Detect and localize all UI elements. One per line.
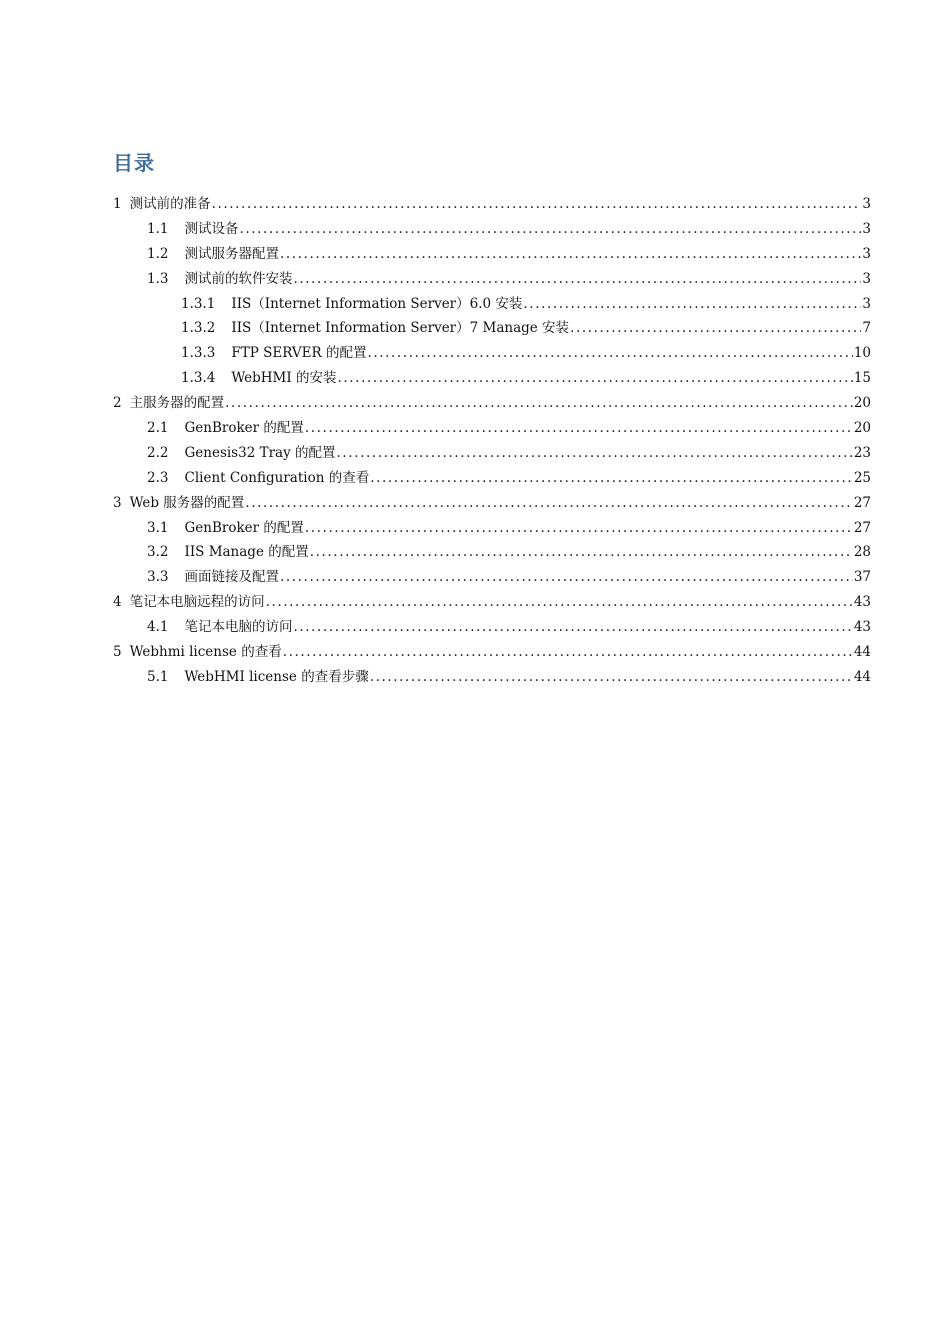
- toc-leader-dots: [280, 246, 861, 262]
- toc-entry[interactable]: [113, 366, 871, 391]
- toc-entry-number: 4.1: [147, 619, 169, 636]
- toc-entry-number: 1.3.4: [181, 370, 216, 387]
- toc-leader-dots: [305, 420, 853, 436]
- toc-entry[interactable]: [113, 516, 871, 541]
- toc-entry-number: 3: [113, 494, 122, 511]
- toc-entry[interactable]: [113, 416, 871, 441]
- toc-entry-title: 笔记本电脑的访问: [184, 619, 293, 636]
- toc-entry-number: 1.3.1: [181, 295, 216, 312]
- toc-entry-page: 3: [862, 220, 871, 237]
- toc-entry[interactable]: [113, 491, 871, 516]
- toc-leader-dots: [305, 520, 853, 536]
- toc-entry-title: 测试前的准备: [129, 196, 211, 212]
- toc-entry-page: 15: [853, 370, 871, 387]
- toc-entry-page: 23: [853, 444, 871, 461]
- toc-entry-page: 20: [853, 420, 871, 437]
- toc-leader-dots: [245, 495, 853, 511]
- toc-entry-page: 27: [853, 494, 871, 511]
- toc-entry-title: Webhmi license 的查看: [129, 644, 282, 661]
- toc-leader-dots: [283, 644, 853, 660]
- toc-entry-page: 20: [853, 395, 871, 412]
- toc-leader-dots: [266, 594, 853, 610]
- toc-entry-page: 37: [853, 569, 871, 586]
- toc-entry-title: GenBroker 的配置: [184, 519, 304, 536]
- toc-entry-number: 2.2: [147, 444, 169, 461]
- toc-entry-number: 2: [113, 395, 122, 412]
- toc-entry-title: 测试前的软件安装: [184, 270, 293, 287]
- toc-entry-number: 1.1: [147, 220, 169, 237]
- toc-entry-number: 1.3: [147, 270, 169, 287]
- toc-entry-title: WebHMI license 的查看步骤: [184, 668, 369, 685]
- toc-entry[interactable]: [113, 192, 871, 217]
- toc-entry[interactable]: [113, 665, 871, 690]
- toc-leader-dots: [293, 619, 852, 635]
- toc-entry-page: 25: [853, 469, 871, 486]
- toc-entry-title: 主服务器的配置: [129, 395, 225, 412]
- toc-entry-number: 5.1: [147, 668, 169, 685]
- toc-entry[interactable]: [113, 292, 871, 317]
- toc-entry-title: WebHMI 的安装: [231, 370, 337, 387]
- toc-entry-title: 测试设备: [184, 220, 239, 237]
- toc-leader-dots: [367, 345, 852, 361]
- toc-entry-title: 笔记本电脑远程的访问: [129, 594, 265, 611]
- toc-entry[interactable]: [113, 316, 871, 341]
- toc-entry-page: 43: [853, 594, 871, 611]
- toc-entry-title: Client Configuration 的查看: [184, 469, 370, 486]
- toc-leader-dots: [280, 569, 853, 585]
- toc-entry-number: 1: [113, 196, 122, 212]
- toc-entry-title: FTP SERVER 的配置: [231, 345, 367, 362]
- toc-entry-page: 28: [853, 544, 871, 561]
- toc-entry-number: 4: [113, 594, 122, 611]
- toc-entry-number: 1.2: [147, 245, 169, 262]
- toc-leader-dots: [370, 669, 853, 685]
- toc-entry[interactable]: [113, 540, 871, 565]
- toc-entry[interactable]: [113, 640, 871, 665]
- toc-entry-number: 2.1: [147, 420, 169, 437]
- toc-leader-dots: [212, 196, 862, 212]
- toc-title: 目录: [113, 151, 155, 175]
- toc-leader-dots: [338, 370, 853, 386]
- toc-leader-dots: [293, 271, 861, 287]
- toc-entry[interactable]: [113, 391, 871, 416]
- toc-entry[interactable]: [113, 441, 871, 466]
- toc-entry-number: 2.3: [147, 469, 169, 486]
- toc-entry-page: 44: [853, 668, 871, 685]
- toc-entry[interactable]: [113, 615, 871, 640]
- toc-leader-dots: [239, 221, 861, 237]
- toc-entry-title: 画面链接及配置: [184, 569, 279, 586]
- toc-entry-page: 3: [862, 270, 871, 287]
- toc-entry-number: 1.3.2: [181, 320, 216, 337]
- toc-entry[interactable]: [113, 590, 871, 615]
- toc-entry[interactable]: [113, 466, 871, 491]
- toc-leader-dots: [370, 470, 853, 486]
- toc-leader-dots: [225, 395, 853, 411]
- toc-entry[interactable]: [113, 217, 871, 242]
- toc-entry-page: 44: [853, 644, 871, 661]
- toc-entry-title: IIS（Internet Information Server）7 Manage 安装: [231, 320, 570, 337]
- toc-entry-title: 测试服务器配置: [184, 245, 279, 262]
- toc-entry-page: 7: [862, 320, 871, 337]
- toc-entry[interactable]: [113, 565, 871, 590]
- toc-entry-page: 10: [853, 345, 871, 362]
- toc-entry-page: 3: [862, 196, 871, 212]
- toc-entry-page: 27: [853, 519, 871, 536]
- toc-entry-title: IIS Manage 的配置: [184, 544, 309, 561]
- toc-entry-page: 43: [853, 619, 871, 636]
- toc-entry-title: Genesis32 Tray 的配置: [184, 444, 336, 461]
- toc-leader-dots: [310, 544, 853, 560]
- toc-leader-dots: [523, 296, 861, 312]
- toc-entry-number: 5: [113, 644, 122, 661]
- toc-entry-number: 3.2: [147, 544, 169, 561]
- toc-entry-title: IIS（Internet Information Server）6.0 安装: [231, 295, 523, 312]
- toc-leader-dots: [337, 445, 853, 461]
- toc-entry-title: Web 服务器的配置: [129, 494, 245, 511]
- toc-entry-number: 3.3: [147, 569, 169, 586]
- toc-entry-page: 3: [862, 295, 871, 312]
- toc-entry-title: GenBroker 的配置: [184, 420, 304, 437]
- toc-entry-page: 3: [862, 245, 871, 262]
- toc-entry[interactable]: [113, 341, 871, 366]
- toc-entry[interactable]: [113, 242, 871, 267]
- toc-entry-number: 3.1: [147, 519, 169, 536]
- toc-entry-number: 1.3.3: [181, 345, 216, 362]
- toc-entry[interactable]: [113, 267, 871, 292]
- toc-leader-dots: [570, 320, 861, 336]
- toc-list: [113, 192, 871, 690]
